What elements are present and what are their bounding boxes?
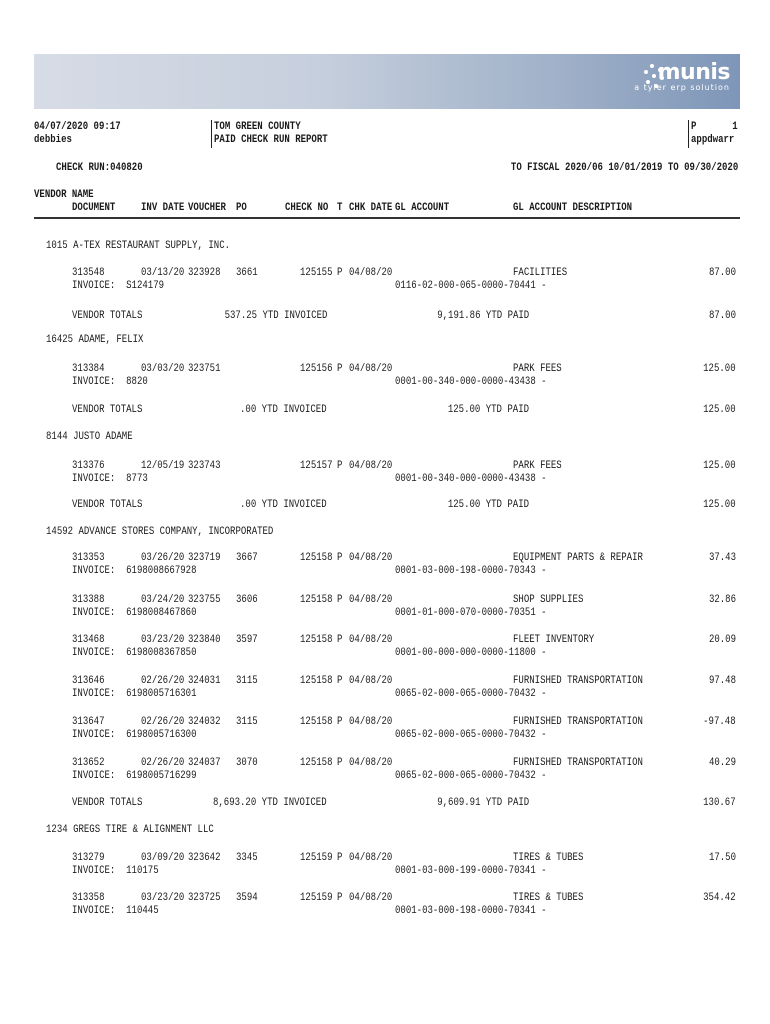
invoice-number: INVOICE: 8773 bbox=[72, 473, 148, 485]
vendor-total-amount: 87.00 bbox=[708, 310, 736, 322]
vendor-name: 1234 GREGS TIRE & ALIGNMENT LLC bbox=[46, 824, 214, 836]
check-number: 125158 bbox=[300, 757, 333, 769]
header-rule bbox=[34, 217, 740, 219]
vendor-name: 8144 JUSTO ADAME bbox=[46, 431, 133, 443]
document-number: 313647 bbox=[72, 716, 105, 728]
header-divider bbox=[688, 120, 689, 148]
voucher-number: 323719 bbox=[188, 552, 221, 564]
check-type: P bbox=[337, 363, 343, 375]
line-amount: 20.09 bbox=[708, 634, 736, 646]
check-date: 04/08/20 bbox=[349, 634, 393, 646]
ytd-paid: 125.00 YTD PAID bbox=[447, 499, 529, 511]
document-number: 313468 bbox=[72, 634, 105, 646]
check-type: P bbox=[337, 552, 343, 564]
check-date: 04/08/20 bbox=[349, 675, 393, 687]
vendor-totals-label: VENDOR TOTALS bbox=[72, 404, 143, 416]
check-date: 04/08/20 bbox=[349, 594, 393, 606]
check-number: 125158 bbox=[300, 552, 333, 564]
check-date: 04/08/20 bbox=[349, 460, 393, 472]
check-number: 125159 bbox=[300, 892, 333, 904]
po-number: 3661 bbox=[236, 267, 258, 279]
vendor-name: 1015 A-TEX RESTAURANT SUPPLY, INC. bbox=[46, 240, 231, 252]
gl-description: TIRES & TUBES bbox=[513, 892, 584, 904]
invoice-number: INVOICE: 6198008467860 bbox=[72, 607, 197, 619]
po-number: 3667 bbox=[236, 552, 258, 564]
gl-description: FLEET INVENTORY bbox=[513, 634, 595, 646]
brand-name: munis bbox=[657, 60, 730, 85]
org-name: TOM GREEN COUNTY bbox=[214, 121, 301, 133]
col-document: DOCUMENT bbox=[72, 202, 116, 214]
ytd-paid: 9,609.91 YTD PAID bbox=[436, 797, 529, 809]
check-date: 04/08/20 bbox=[349, 716, 393, 728]
col-inv-date: INV DATE bbox=[141, 202, 185, 214]
line-amount: -97.48 bbox=[703, 716, 736, 728]
page-number: 1 bbox=[732, 121, 738, 133]
invoice-date: 03/23/20 bbox=[141, 634, 185, 646]
invoice-number: INVOICE: 6198005716300 bbox=[72, 729, 197, 741]
gl-account: 0065-02-000-065-0000-70432 - bbox=[395, 770, 547, 782]
brand-tagline: a tyler erp solution bbox=[634, 83, 730, 92]
check-run: CHECK RUN:040820 bbox=[56, 162, 143, 174]
check-number: 125158 bbox=[300, 594, 333, 606]
gl-account: 0001-03-000-198-0000-70343 - bbox=[395, 565, 547, 577]
invoice-number: INVOICE: 110445 bbox=[72, 905, 159, 917]
ytd-invoiced: .00 YTD INVOICED bbox=[240, 499, 327, 511]
gl-account: 0001-03-000-199-0000-70341 - bbox=[395, 865, 547, 877]
po-number: 3597 bbox=[236, 634, 258, 646]
check-type: P bbox=[337, 460, 343, 472]
check-number: 125158 bbox=[300, 675, 333, 687]
ytd-invoiced: .00 YTD INVOICED bbox=[240, 404, 327, 416]
line-amount: 32.86 bbox=[708, 594, 736, 606]
vendor-name: 14592 ADVANCE STORES COMPANY, INCORPORATED bbox=[46, 526, 274, 538]
ytd-invoiced: 8,693.20 YTD INVOICED bbox=[213, 797, 327, 809]
line-amount: 87.00 bbox=[708, 267, 736, 279]
gl-account: 0116-02-000-065-0000-70441 - bbox=[395, 280, 547, 292]
invoice-date: 03/13/20 bbox=[141, 267, 185, 279]
gl-description: EQUIPMENT PARTS & REPAIR bbox=[513, 552, 643, 564]
col-vendor-name: VENDOR NAME bbox=[34, 189, 94, 201]
gl-description: TIRES & TUBES bbox=[513, 852, 584, 864]
voucher-number: 323642 bbox=[188, 852, 221, 864]
vendor-totals-label: VENDOR TOTALS bbox=[72, 310, 143, 322]
voucher-number: 323725 bbox=[188, 892, 221, 904]
vendor-total-amount: 125.00 bbox=[703, 404, 736, 416]
document-number: 313353 bbox=[72, 552, 105, 564]
check-date: 04/08/20 bbox=[349, 552, 393, 564]
col-type: T bbox=[337, 202, 343, 214]
po-number: 3606 bbox=[236, 594, 258, 606]
po-number: 3594 bbox=[236, 892, 258, 904]
voucher-number: 323928 bbox=[188, 267, 221, 279]
invoice-number: INVOICE: 6198005716299 bbox=[72, 770, 197, 782]
invoice-number: INVOICE: 6198005716301 bbox=[72, 688, 197, 700]
vendor-total-amount: 130.67 bbox=[703, 797, 736, 809]
ytd-paid: 125.00 YTD PAID bbox=[447, 404, 529, 416]
voucher-number: 323755 bbox=[188, 594, 221, 606]
document-number: 313384 bbox=[72, 363, 105, 375]
gl-description: FURNISHED TRANSPORTATION bbox=[513, 716, 643, 728]
page-label: P bbox=[691, 121, 697, 133]
check-date: 04/08/20 bbox=[349, 267, 393, 279]
voucher-number: 323743 bbox=[188, 460, 221, 472]
gl-description: FACILITIES bbox=[513, 267, 568, 279]
ytd-paid: 9,191.86 YTD PAID bbox=[436, 310, 529, 322]
line-amount: 125.00 bbox=[703, 460, 736, 472]
gl-description: PARK FEES bbox=[513, 460, 562, 472]
invoice-date: 03/26/20 bbox=[141, 552, 185, 564]
check-type: P bbox=[337, 892, 343, 904]
po-number: 3115 bbox=[236, 716, 258, 728]
document-number: 313646 bbox=[72, 675, 105, 687]
invoice-date: 12/05/19 bbox=[141, 460, 185, 472]
gl-account: 0001-00-340-000-0000-43438 - bbox=[395, 473, 547, 485]
line-amount: 125.00 bbox=[703, 363, 736, 375]
voucher-number: 323751 bbox=[188, 363, 221, 375]
invoice-number: INVOICE: 110175 bbox=[72, 865, 159, 877]
vendor-total-amount: 125.00 bbox=[703, 499, 736, 511]
gl-description: FURNISHED TRANSPORTATION bbox=[513, 675, 643, 687]
invoice-date: 03/03/20 bbox=[141, 363, 185, 375]
vendor-name: 16425 ADAME, FELIX bbox=[46, 334, 144, 346]
document-number: 313376 bbox=[72, 460, 105, 472]
report-user: debbies bbox=[34, 134, 72, 146]
gl-account: 0001-00-340-000-0000-43438 - bbox=[395, 376, 547, 388]
check-number: 125158 bbox=[300, 716, 333, 728]
line-amount: 97.48 bbox=[708, 675, 736, 687]
voucher-number: 323840 bbox=[188, 634, 221, 646]
vendor-totals-label: VENDOR TOTALS bbox=[72, 499, 143, 511]
invoice-number: INVOICE: 6198008667928 bbox=[72, 565, 197, 577]
document-number: 313358 bbox=[72, 892, 105, 904]
invoice-number: INVOICE: 6198008367850 bbox=[72, 647, 197, 659]
header-divider bbox=[211, 120, 212, 148]
gl-account: 0065-02-000-065-0000-70432 - bbox=[395, 729, 547, 741]
po-number: 3345 bbox=[236, 852, 258, 864]
invoice-date: 02/26/20 bbox=[141, 675, 185, 687]
line-amount: 17.50 bbox=[708, 852, 736, 864]
invoice-date: 03/23/20 bbox=[141, 892, 185, 904]
check-type: P bbox=[337, 594, 343, 606]
vendor-totals-label: VENDOR TOTALS bbox=[72, 797, 143, 809]
invoice-number: INVOICE: 8820 bbox=[72, 376, 148, 388]
check-date: 04/08/20 bbox=[349, 892, 393, 904]
document-number: 313652 bbox=[72, 757, 105, 769]
document-number: 313548 bbox=[72, 267, 105, 279]
col-gl-account: GL ACCOUNT bbox=[395, 202, 450, 214]
voucher-number: 324032 bbox=[188, 716, 221, 728]
line-amount: 37.43 bbox=[708, 552, 736, 564]
voucher-number: 324031 bbox=[188, 675, 221, 687]
line-amount: 40.29 bbox=[708, 757, 736, 769]
col-voucher: VOUCHER bbox=[188, 202, 226, 214]
gl-account: 0001-03-000-198-0000-70341 - bbox=[395, 905, 547, 917]
check-type: P bbox=[337, 675, 343, 687]
po-number: 3115 bbox=[236, 675, 258, 687]
col-po: PO bbox=[236, 202, 247, 214]
report-datetime: 04/07/2020 09:17 bbox=[34, 121, 121, 133]
gl-account: 0001-00-000-000-0000-11800 - bbox=[395, 647, 547, 659]
check-type: P bbox=[337, 634, 343, 646]
check-number: 125155 bbox=[300, 267, 333, 279]
program-id: appdwarr bbox=[691, 134, 735, 146]
check-type: P bbox=[337, 716, 343, 728]
gl-account: 0065-02-000-065-0000-70432 - bbox=[395, 688, 547, 700]
report-banner bbox=[34, 54, 740, 109]
invoice-date: 02/26/20 bbox=[141, 716, 185, 728]
check-date: 04/08/20 bbox=[349, 852, 393, 864]
check-number: 125159 bbox=[300, 852, 333, 864]
gl-description: FURNISHED TRANSPORTATION bbox=[513, 757, 643, 769]
ytd-invoiced: 537.25 YTD INVOICED bbox=[224, 310, 327, 322]
fiscal-range: TO FISCAL 2020/06 10/01/2019 TO 09/30/2020 bbox=[510, 162, 738, 174]
gl-description: PARK FEES bbox=[513, 363, 562, 375]
check-date: 04/08/20 bbox=[349, 363, 393, 375]
check-type: P bbox=[337, 757, 343, 769]
document-number: 313279 bbox=[72, 852, 105, 864]
invoice-date: 03/09/20 bbox=[141, 852, 185, 864]
gl-account: 0001-01-000-070-0000-70351 - bbox=[395, 607, 547, 619]
check-type: P bbox=[337, 852, 343, 864]
col-chk-date: CHK DATE bbox=[349, 202, 393, 214]
check-number: 125156 bbox=[300, 363, 333, 375]
report-title: PAID CHECK RUN REPORT bbox=[214, 134, 328, 146]
col-check-no: CHECK NO bbox=[285, 202, 329, 214]
line-amount: 354.42 bbox=[703, 892, 736, 904]
document-number: 313388 bbox=[72, 594, 105, 606]
invoice-date: 02/26/20 bbox=[141, 757, 185, 769]
voucher-number: 324037 bbox=[188, 757, 221, 769]
invoice-number: INVOICE: S124179 bbox=[72, 280, 165, 292]
col-gl-description: GL ACCOUNT DESCRIPTION bbox=[513, 202, 633, 214]
check-number: 125157 bbox=[300, 460, 333, 472]
check-number: 125158 bbox=[300, 634, 333, 646]
invoice-date: 03/24/20 bbox=[141, 594, 185, 606]
check-type: P bbox=[337, 267, 343, 279]
brand-logo bbox=[634, 60, 730, 92]
gl-description: SHOP SUPPLIES bbox=[513, 594, 584, 606]
check-date: 04/08/20 bbox=[349, 757, 393, 769]
po-number: 3070 bbox=[236, 757, 258, 769]
